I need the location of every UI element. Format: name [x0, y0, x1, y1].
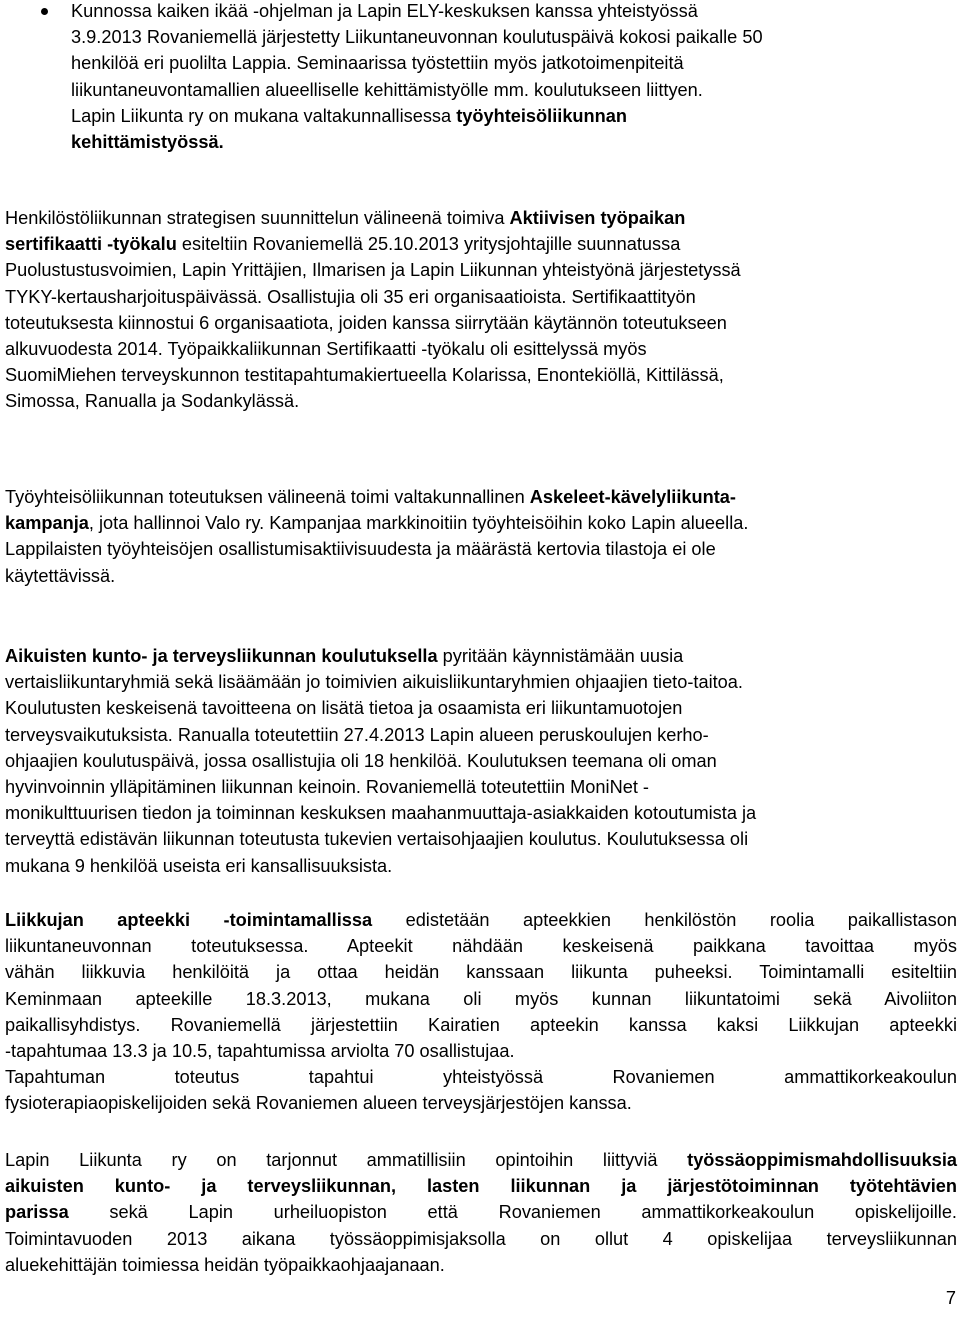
text-line: terveyttä edistävän liikunnan toteutusta tukevien vertaisohjaajien koulutus. Koulutuksessa oli — [5, 829, 749, 850]
text-line: Tapahtuman toteutus tapahtui yhteistyössä Rovaniemen ammattikorkeakoulun — [5, 1067, 957, 1088]
text-line: hyvinvoinnin ylläpitäminen liikunnan keinoin. Rovaniemellä toteutettiin MoniNet - — [5, 777, 649, 798]
text-line: 3.9.2013 Rovaniemellä järjestetty Liikuntaneuvonnan koulutuspäivä kokosi paikalle 50 — [71, 27, 763, 48]
bold-run: Aikuisten kunto- ja terveysliikunnan koulutuksella — [5, 646, 438, 666]
text-line — [71, 129, 957, 155]
text-line — [5, 643, 957, 669]
text-run: Henkilöstöliikunnan strategisen suunnittelun välineenä toimiva — [5, 208, 510, 228]
text-line: liikuntaneuvontamallien alueelliselle kehittämistyölle mm. koulutukseen liittyen. — [71, 79, 703, 100]
text-run: edistetään apteekkien henkilöstön roolia paikallistason — [372, 910, 957, 930]
text-line: -tapahtumaa 13.3 ja 10.5, tapahtumissa arviolta 70 osallistujaa. — [5, 1041, 515, 1062]
text-line: SuomiMiehen terveyskunnon testitapahtumakiertueella Kolarissa, Enontekiöllä, Kittilässä, — [5, 365, 724, 386]
text-line: käytettävissä. — [5, 565, 116, 586]
text-line: liikuntaneuvonnan toteutuksessa. Apteekit nähdään keskeisenä paikkana tavoittaa myös — [5, 936, 957, 957]
text-line — [5, 484, 957, 510]
text-line — [71, 103, 957, 129]
text-run: Työyhteisöliikunnan toteutuksen välineenä toimi valtakunnallinen — [5, 487, 530, 507]
text-line — [5, 510, 957, 536]
text-line — [5, 907, 957, 933]
text-line: toteutuksesta kiinnostui 6 organisaatiota, joiden kanssa siirrytään käytännön toteutukseen — [5, 312, 727, 333]
text-line: Koulutusten keskeisenä tavoitteena on lisätä tietoa ja osaamista eri liikuntamuotojen — [5, 698, 683, 719]
text-run: esiteltiin Rovaniemellä 25.10.2013 yritysjohtajille suunnatussa — [176, 234, 681, 255]
text-line: paikallisyhdistys. Rovaniemellä järjestettiin Kairatien apteekin kanssa kaksi Liikkujan apteekki — [5, 1014, 957, 1035]
text-line: aluekehittäjän toimiessa heidän työpaikkaohjaajanaan. — [5, 1254, 445, 1275]
text-line: terveysvaikutuksista. Ranualla toteutettiin 27.4.2013 Lapin alueen peruskoulujen kerho- — [5, 724, 709, 745]
text-line: vähän liikkuvia henkilöitä ja ottaa heidän kanssaan liikunta puheeksi. Toimintamalli esiteltiin — [5, 962, 957, 983]
text-line: henkilöä eri puolilta Lappia. Seminaarissa työstettiin myös jatkotoimenpiteitä — [71, 53, 684, 74]
text-run: pyritään käynnistämään uusia — [437, 646, 684, 666]
text-line: monikulttuurisen tiedon ja toiminnan keskuksen maahanmuuttaja-asiakkaiden kotoutumista ja — [5, 803, 757, 824]
text-line — [5, 1199, 957, 1225]
text-line — [5, 1173, 957, 1199]
bold-run: työssäoppimismahdollisuuksia — [687, 1150, 957, 1170]
bold-run: aikuisten kunto- ja terveysliikunnan, lasten liikunnan ja järjestötoiminnan työtehtävien — [5, 1176, 957, 1197]
text-line: Toimintavuoden 2013 aikana työssäoppimisjaksolla on ollut 4 opiskelijaa terveysliikunnan — [5, 1228, 957, 1249]
bold-run: Aktiivisen työpaikan — [509, 208, 686, 228]
bold-run: työyhteisöliikunnan — [456, 105, 627, 126]
bold-run: parissa — [5, 1202, 69, 1223]
bullet-dot-icon — [41, 8, 48, 15]
text-run: sekä Lapin urheiluopiston että Rovaniemen ammattikorkeakoulun opiskelijoille. — [68, 1202, 957, 1223]
text-run: Lapin Liikunta ry on mukana valtakunnallisessa — [71, 105, 457, 126]
bold-run: kehittämistyössä. — [71, 132, 224, 153]
paragraph-aikuisten-koulutus — [5, 643, 957, 879]
bold-run: kampanja — [5, 513, 89, 534]
text-run: , jota hallinnoi Valo ry. Kampanjaa markkinoitiin työyhteisöihin koko Lapin alueella. — [88, 513, 749, 534]
text-line: Keminmaan apteekille 18.3.2013, mukana oli myös kunnan liikuntatoimi sekä Aivoliiton — [5, 988, 957, 1009]
bold-run: Askeleet-kävelyliikunta- — [529, 487, 736, 507]
text-line — [5, 1147, 957, 1173]
text-line: Lappilaisten työyhteisöjen osallistumisaktiivisuudesta ja määrästä kertovia tilastoja ei ole — [5, 539, 716, 560]
text-line: vertaisliikuntaryhmiä sekä lisäämään jo toimivien aikuisliikuntaryhmien ohjaajien tieto-taitoa. — [5, 672, 743, 693]
text-line: Kunnossa kaiken ikää -ohjelman ja Lapin ELY-keskuksen kanssa yhteistyössä — [71, 1, 698, 21]
text-line — [5, 205, 957, 231]
text-line: fysioterapiaopiskelijoiden sekä Rovaniemen alueen terveysjärjestöjen kanssa. — [5, 1093, 632, 1114]
paragraph-liikkujan-apteekki — [5, 907, 957, 1117]
paragraph-tyossaoppiminen — [5, 1147, 957, 1278]
text-line: mukana 9 henkilöä useista eri kansallisuuksista. — [5, 855, 393, 876]
bold-run: Liikkujan apteekki -toimintamallissa — [5, 910, 373, 930]
page-number: 7 — [945, 1288, 956, 1308]
bullet-item — [5, 0, 957, 155]
paragraph-askeleet — [5, 484, 957, 589]
text-line — [5, 231, 957, 257]
text-line: ohjaajien koulutuspäivä, jossa osallistujia oli 18 henkilöä. Koulutuksen teemana oli oman — [5, 750, 717, 771]
paragraph-sertifikaatti — [5, 205, 957, 415]
text-line: alkuvuodesta 2014. Työpaikkaliikunnan Sertifikaatti -työkalu oli esittelyssä myös — [5, 339, 647, 360]
bullet-text — [71, 0, 957, 155]
bold-run: sertifikaatti -työkalu — [5, 234, 177, 255]
text-line: Puolustustusvoimien, Lapin Yrittäjien, Ilmarisen ja Lapin Liikunnan yhteistyönä järjestetyssä — [5, 260, 741, 281]
text-line: Simossa, Ranualla ja Sodankylässä. — [5, 391, 300, 412]
text-run: Lapin Liikunta ry on tarjonnut ammatillisiin opintoihin liittyviä — [5, 1150, 688, 1170]
text-line: TYKY-kertausharjoituspäivässä. Osallistujia oli 35 eri organisaatioista. Sertifikaattityön — [5, 286, 696, 307]
